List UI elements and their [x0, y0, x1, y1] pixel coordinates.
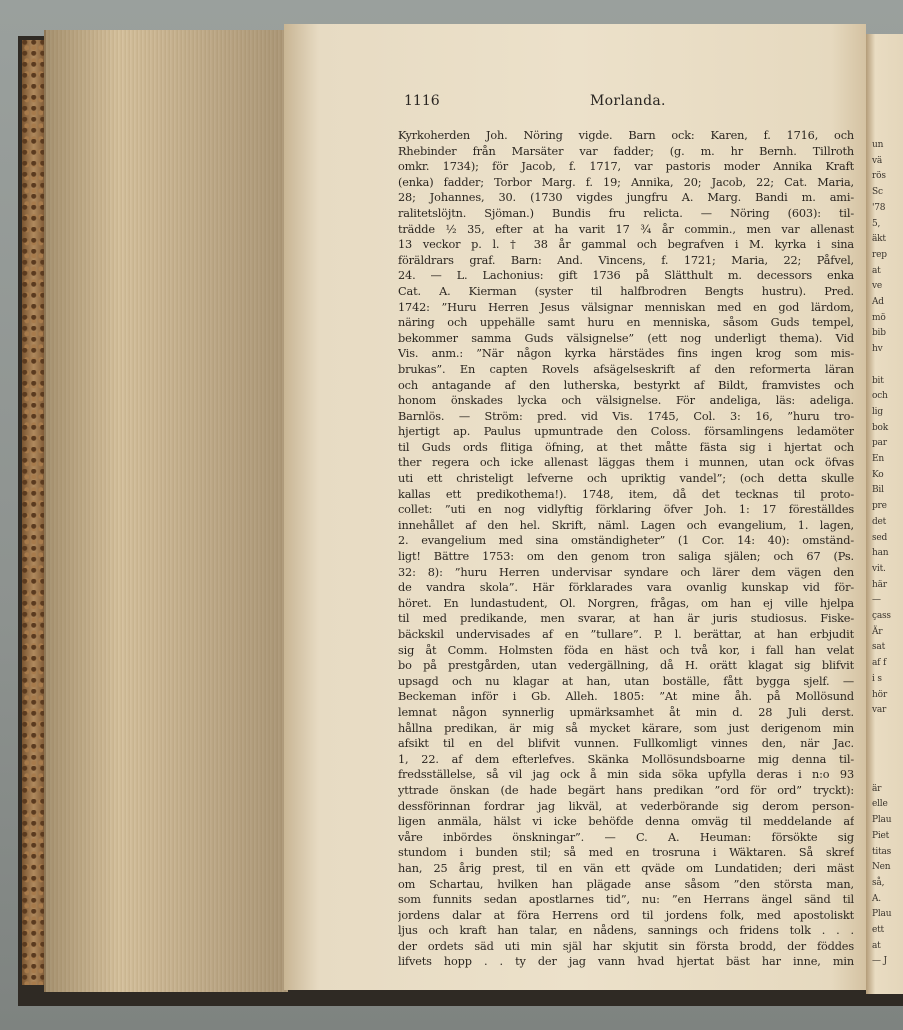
- adjacent-page-fragment: Plau: [872, 815, 892, 826]
- adjacent-page-fragment: sat: [872, 642, 886, 653]
- text-line: 1, 22. af dem efterlefves. Skänka Mollösundsboarne mig denna til-: [398, 752, 854, 766]
- text-line: näring och uppehälle samt huru en menniska, såsom Guds tempel,: [398, 316, 854, 330]
- adjacent-page-fragment: Är: [872, 626, 883, 637]
- adjacent-page-fragment: hör: [872, 689, 887, 700]
- adjacent-page-fragment: par: [872, 438, 887, 449]
- adjacent-page-fragment: rep: [872, 249, 887, 260]
- adjacent-page-fragment: ve: [872, 281, 883, 292]
- adjacent-page-fragment: — J: [872, 956, 887, 967]
- adjacent-page-fragment: 5,: [872, 218, 881, 229]
- text-line: honom önskades lycka och välsignelse. För andeliga, läs: adeliga.: [398, 394, 854, 408]
- adjacent-page-fragment: Sc: [872, 187, 883, 198]
- adjacent-page-fragment: äkt: [872, 234, 886, 245]
- text-line: trädde ½ 35, efter at ha varit 17 ¾ år commin., men var allenast: [398, 222, 854, 236]
- adjacent-page-strip: [866, 34, 903, 994]
- text-line: jordens dalar at föra Herrens ord til jordens folk, med apostoliskt: [398, 908, 854, 922]
- text-line: och antagande af den lutherska, bestyrkt af Bildt, framvistes och: [398, 378, 854, 392]
- text-line: brukas”. En capten Rovels afsägelseskrift af den reformerta läran: [398, 362, 854, 376]
- text-line: hjertigt ap. Paulus upmuntrade den Coloss. församlingens ledamöter: [398, 425, 854, 439]
- text-line: 13 veckor p. l. † 38 år gammal och begrafven i M. kyrka i sina: [398, 238, 854, 252]
- adjacent-page-fragment: En: [872, 454, 884, 464]
- text-line: Rhebinder från Marsäter var fadder; (g. m. hr Bernh. Tillroth: [398, 144, 854, 158]
- adjacent-page-fragment: Bil: [872, 485, 884, 496]
- adjacent-page-fragment: '78: [872, 202, 886, 213]
- text-line: lifvets hopp . . ty der jag vann hvad hjertat bäst har inne, min: [398, 955, 854, 969]
- text-line: han, 25 årig prest, til en vän ett qväde om Lundatiden; deri mäst: [398, 861, 854, 875]
- text-line: sig åt Comm. Holmsten föda en häst och två kor, i fall han velat: [398, 643, 854, 657]
- page-edges-block: [44, 30, 288, 992]
- adjacent-page-fragment: här: [872, 579, 887, 590]
- adjacent-page-fragment: un: [872, 140, 884, 150]
- text-line: ljus och kraft han talar, en nådens, sannings och fridens tolk . . .: [398, 924, 854, 938]
- adjacent-page-fragment: titas: [872, 846, 892, 857]
- running-head: Morlanda.: [590, 93, 666, 109]
- text-line: bo på prestgården, utan vedergällning, då H. orätt klagat sig blifvit: [398, 659, 854, 673]
- text-line: ralitetslöjtn. Sjöman.) Bundis fru relicta. — Nöring (603): til-: [398, 206, 854, 220]
- adjacent-page-fragment: var: [872, 705, 887, 716]
- text-line: (enka) fadder; Torbor Marg. f. 19; Annika, 20; Jacob, 22; Cat. Maria,: [398, 175, 854, 189]
- text-line: höret. En lundastudent, Ol. Norgren, frågas, om han ej ville hjelpa: [398, 596, 854, 610]
- text-line: til med predikande, men svarar, at han är juris studiosus. Fiske-: [398, 612, 854, 626]
- text-line: våre inbördes önskningar”. — C. A. Heuman: försökte sig: [398, 830, 854, 844]
- text-line: Vis. anm.: ”När någon kyrka härstädes fins ingen krog som mis-: [398, 347, 854, 361]
- text-line: stundom i bunden stil; så med en trosruna i Wäktaren. Så skref: [398, 846, 854, 860]
- text-line: collet: ”uti en nog vidlyftig förklaring öfver Joh. 1: 17 föreställdes: [398, 503, 854, 517]
- adjacent-page-fragment: at: [872, 265, 881, 276]
- adjacent-page-fragment: af f: [872, 658, 887, 669]
- text-line: 28; Johannes, 30. (1730 vigdes jungfru A. Marg. Bandi m. ami-: [398, 191, 854, 205]
- adjacent-page-fragment: i s: [872, 673, 882, 684]
- adjacent-page-fragment: lig: [872, 406, 883, 417]
- text-line: ligt! Bättre 1753: om den genom tron saliga själen; och 67 (Ps.: [398, 550, 854, 564]
- adjacent-page-fragment: çass: [872, 611, 891, 621]
- adjacent-page-fragment: och: [872, 391, 888, 402]
- text-line: 1742: ”Huru Herren Jesus välsignar menniskan med en god lärdom,: [398, 300, 854, 314]
- adjacent-page-fragment: hv: [872, 344, 883, 355]
- text-line: 24. — L. Lachonius: gift 1736 på Slätthult m. decessors enka: [398, 269, 854, 283]
- text-line: dessförinnan fordrar jag likväl, at vederbörande sig derom person-: [398, 799, 854, 813]
- adjacent-page-fragment: Ad: [872, 297, 884, 307]
- text-line: som funnits sedan apostlarnes tid”, nu: ”en Herrans ängel sänd til: [398, 893, 854, 907]
- text-line: kallas ett predikothema!). 1748, item, då det tecknas til proto-: [398, 487, 854, 501]
- page-header: [404, 93, 664, 113]
- adjacent-page-fragment: Piet: [872, 830, 890, 841]
- text-line: omkr. 1734); för Jacob, f. 1717, var pastoris moder Annika Kraft: [398, 160, 854, 174]
- text-line: der ordets säd uti min själ har skjutit sin första brodd, der föddes: [398, 939, 854, 953]
- adjacent-page-fragment: —: [872, 595, 881, 606]
- adjacent-page-fragment: bok: [872, 422, 889, 433]
- adjacent-page-fragment: pre: [872, 501, 887, 512]
- adjacent-page-fragment: är: [872, 783, 882, 794]
- text-line: Beckeman inför i Gb. Alleh. 1805: ”At mine åh. på Mollösund: [398, 690, 854, 704]
- adjacent-page-fragment: elle: [872, 799, 888, 810]
- text-line: ligen anmäla, hälst vi icke behöfde denna omväg til meddelande af: [398, 815, 854, 829]
- adjacent-page-fragment: Nen: [872, 862, 891, 873]
- text-line: til Guds ords flitiga öfning, at thet måtte fästa sig i hjertat och: [398, 440, 854, 454]
- adjacent-page-fragment: ett: [872, 925, 884, 935]
- adjacent-page-fragment: rös: [872, 171, 886, 182]
- text-line: bekommer samma Guds välsignelse” (ett nog underligt thema). Vid: [398, 331, 854, 345]
- text-line: afsikt til en del blifvit vunnen. Fullkomligt vinnes den, när Jac.: [398, 737, 854, 751]
- text-line: Cat. A. Kierman (syster til halfbrodren Bengts hustru). Pred.: [398, 284, 854, 298]
- adjacent-page-fragment: mö: [872, 312, 886, 323]
- body-text: [398, 128, 854, 970]
- text-line: lemnat någon synnerlig upmärksamhet åt min d. 28 Juli derst.: [398, 705, 854, 719]
- adjacent-page-fragment: bib: [872, 328, 886, 339]
- text-line: upsagd och nu klagar at han, utan boställe, fått bygga sjelf. —: [398, 674, 854, 688]
- adjacent-page-fragment: Ko: [872, 469, 884, 480]
- text-line: fredsställelse, så vil jag ock å min sida söka upfylla deras i n:o 93: [398, 768, 854, 782]
- text-line: uti ett christeligt lefverne och upriktig vandel”; (och detta skulle: [398, 472, 854, 486]
- adjacent-page-fragment: vä: [872, 155, 883, 166]
- adjacent-page-fragment: vit.: [872, 563, 886, 574]
- text-line: de vandra skola”. Här förklarades vara ovanlig kunskap vid för-: [398, 581, 854, 595]
- text-line: bäckskil undervisades af en ”tullare”. P. l. berättar, at han erbjudit: [398, 628, 854, 641]
- page-number: 1116: [404, 93, 440, 109]
- text-line: föräldrars graf. Barn: And. Vincens, f. 1721; Maria, 22; Påfvel,: [398, 253, 854, 267]
- adjacent-page-fragment: det: [872, 516, 887, 527]
- adjacent-page-fragment: bit: [872, 375, 884, 386]
- text-line: Kyrkoherden Joh. Nöring vigde. Barn ock: Karen, f. 1716, och: [398, 129, 854, 142]
- text-line: 32: 8): ”huru Herren undervisar syndare och lärer dem vägen den: [398, 565, 854, 579]
- text-line: yttrade önskan (de hade begärt hans predikan ”ord för ord” tryckt):: [398, 783, 854, 797]
- text-line: Barnlös. — Ström: pred. vid Vis. 1745, Col. 3: 16, ”huru tro-: [398, 409, 854, 423]
- text-line: 2. evangelium med sina omständigheter” (1 Cor. 14: 40): omständ-: [398, 534, 854, 548]
- text-line: ther regera och icke allenast läggas them i munnen, utan ock öfvas: [398, 456, 854, 470]
- adjacent-page-fragment: han: [872, 548, 889, 559]
- adjacent-page-fragment: A.: [872, 893, 881, 904]
- text-line: hållna predikan, är mig så mycket kärare, som just derigenom min: [398, 721, 854, 735]
- adjacent-page-fragment: sed: [872, 532, 888, 543]
- adjacent-page-fragment: Plau: [872, 909, 892, 920]
- adjacent-page-fragment: at: [872, 940, 881, 951]
- adjacent-page-fragment: så,: [872, 877, 885, 888]
- text-line: innehållet af den hel. Skrift, näml. Lagen och evangelium, 1. lagen,: [398, 518, 854, 532]
- text-line: om Schartau, hvilken han plägade anse såsom ”den största man,: [398, 877, 854, 891]
